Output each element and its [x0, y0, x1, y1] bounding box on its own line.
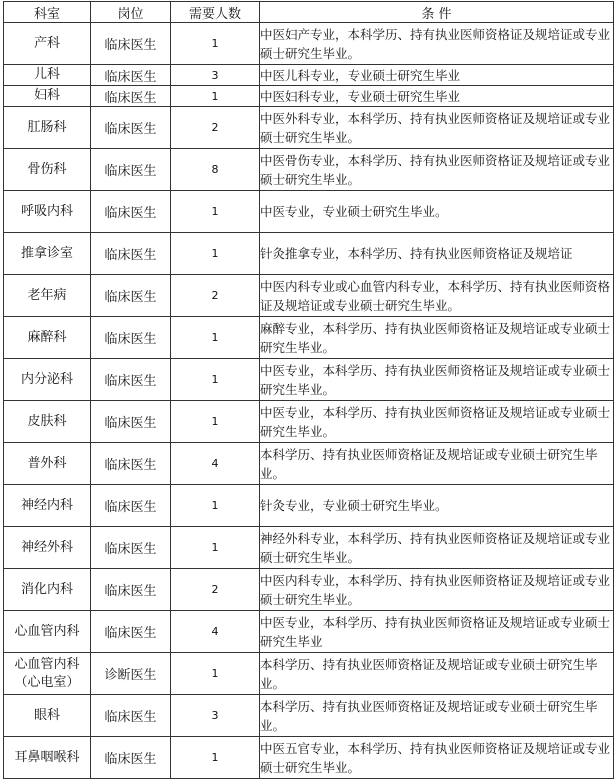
table-row — [4, 149, 614, 191]
header-position: 岗位 — [91, 2, 171, 23]
cell-condition: 中医专业，本科学历、持有执业医师资格证及规培证或专业硕士研究生毕业。 — [260, 359, 614, 401]
cell-condition: 神经外科专业，本科学历、持有执业医师资格证及规培证或专业硕士研究生毕业。 — [260, 527, 614, 569]
cell-condition: 中医儿科专业，专业硕士研究生毕业 — [260, 65, 614, 86]
header-department: 科室 — [4, 2, 91, 23]
cell-count: 1 — [171, 527, 260, 569]
cell-count: 8 — [171, 149, 260, 191]
recruitment-table — [3, 1, 614, 779]
table-row — [4, 737, 614, 779]
table-row — [4, 611, 614, 653]
cell-department: 麻醉科 — [4, 317, 91, 359]
cell-department: 推拿诊室 — [4, 233, 91, 275]
header-row — [4, 2, 614, 23]
cell-condition: 麻醉专业，本科学历、持有执业医师资格证及规培证或专业硕士研究生毕业。 — [260, 317, 614, 359]
cell-count: 4 — [171, 443, 260, 485]
cell-count: 4 — [171, 611, 260, 653]
table-row — [4, 527, 614, 569]
cell-position: 临床医生 — [91, 485, 171, 527]
cell-count: 1 — [171, 317, 260, 359]
cell-position: 临床医生 — [91, 401, 171, 443]
cell-position: 临床医生 — [91, 107, 171, 149]
cell-department: 消化内科 — [4, 569, 91, 611]
cell-position: 临床医生 — [91, 233, 171, 275]
header-count: 需要人数 — [171, 2, 260, 23]
cell-count: 2 — [171, 275, 260, 317]
cell-position: 临床医生 — [91, 443, 171, 485]
cell-department: 骨伤科 — [4, 149, 91, 191]
table-row — [4, 233, 614, 275]
table-row — [4, 653, 614, 695]
cell-department: 耳鼻咽喉科 — [4, 737, 91, 779]
cell-count: 1 — [171, 485, 260, 527]
cell-department: 呼吸内科 — [4, 191, 91, 233]
cell-department: 妇科 — [4, 86, 91, 107]
cell-position: 临床医生 — [91, 737, 171, 779]
cell-count: 3 — [171, 695, 260, 737]
cell-department: 产科 — [4, 23, 91, 65]
table-row — [4, 86, 614, 107]
cell-condition: 本科学历、持有执业医师资格证及规培证或专业硕士研究生毕业。 — [260, 653, 614, 695]
cell-position: 临床医生 — [91, 527, 171, 569]
cell-position: 临床医生 — [91, 569, 171, 611]
table-row — [4, 359, 614, 401]
cell-condition: 中医五官专业，本科学历、持有执业医师资格证及规培证或专业硕士研究生毕业。 — [260, 737, 614, 779]
table-row — [4, 191, 614, 233]
cell-position: 临床医生 — [91, 191, 171, 233]
cell-condition: 中医妇科专业，专业硕士研究生毕业 — [260, 86, 614, 107]
cell-condition: 针灸推拿专业，本科学历、持有执业医师资格证及规培证 — [260, 233, 614, 275]
cell-count: 2 — [171, 569, 260, 611]
cell-count: 1 — [171, 359, 260, 401]
cell-department: 内分泌科 — [4, 359, 91, 401]
cell-count: 1 — [171, 401, 260, 443]
table-row — [4, 569, 614, 611]
cell-condition: 中医骨伤专业，本科学历、持有执业医师资格证及规培证或专业硕士研究生毕业。 — [260, 149, 614, 191]
table-row — [4, 107, 614, 149]
cell-department: 神经内科 — [4, 485, 91, 527]
cell-condition: 中医内科专业或心血管内科专业，本科学历、持有执业医师资格证及规培证或专业硕士研究生毕业。 — [260, 275, 614, 317]
cell-count: 1 — [171, 653, 260, 695]
table-row — [4, 23, 614, 65]
table-row — [4, 275, 614, 317]
cell-condition: 中医内科专业，本科学历、持有执业医师资格证及规培证或专业硕士研究生毕业。 — [260, 569, 614, 611]
cell-position: 临床医生 — [91, 695, 171, 737]
table-row — [4, 65, 614, 86]
table-row — [4, 317, 614, 359]
cell-count: 1 — [171, 233, 260, 275]
cell-department: 老年病 — [4, 275, 91, 317]
table-row — [4, 443, 614, 485]
cell-department: 心血管内科（心电室） — [4, 653, 91, 695]
cell-condition: 中医外科专业，本科学历、持有执业医师资格证及规培证或专业硕士研究生毕业。 — [260, 107, 614, 149]
cell-department: 儿科 — [4, 65, 91, 86]
cell-condition: 中医妇产专业，本科学历、持有执业医师资格证及规培证或专业硕士研究生毕业。 — [260, 23, 614, 65]
cell-condition: 本科学历、持有执业医师资格证及规培证或专业硕士研究生毕业。 — [260, 695, 614, 737]
table-row — [4, 695, 614, 737]
cell-count: 1 — [171, 191, 260, 233]
cell-department: 眼科 — [4, 695, 91, 737]
cell-condition: 本科学历、持有执业医师资格证及规培证或专业硕士研究生毕业。 — [260, 443, 614, 485]
table-row — [4, 485, 614, 527]
table-row — [4, 401, 614, 443]
cell-count: 1 — [171, 86, 260, 107]
cell-count: 1 — [171, 23, 260, 65]
cell-position: 临床医生 — [91, 611, 171, 653]
cell-position: 临床医生 — [91, 275, 171, 317]
cell-count: 1 — [171, 737, 260, 779]
cell-position: 临床医生 — [91, 359, 171, 401]
cell-condition: 中医专业，专业硕士研究生毕业。 — [260, 191, 614, 233]
cell-condition: 针灸专业，专业硕士研究生毕业。 — [260, 485, 614, 527]
cell-position: 临床医生 — [91, 86, 171, 107]
cell-position: 诊断医生 — [91, 653, 171, 695]
cell-count: 3 — [171, 65, 260, 86]
cell-position: 临床医生 — [91, 149, 171, 191]
cell-department: 心血管内科 — [4, 611, 91, 653]
cell-position: 临床医生 — [91, 23, 171, 65]
cell-position: 临床医生 — [91, 317, 171, 359]
cell-count: 2 — [171, 107, 260, 149]
cell-condition: 中医专业，本科学历、持有执业医师资格证及规培证或专业硕士研究生毕业 — [260, 611, 614, 653]
cell-department: 肛肠科 — [4, 107, 91, 149]
cell-position: 临床医生 — [91, 65, 171, 86]
header-condition: 条 件 — [260, 2, 614, 23]
cell-department: 皮肤科 — [4, 401, 91, 443]
cell-department: 普外科 — [4, 443, 91, 485]
cell-condition: 中医专业，本科学历、持有执业医师资格证及规培证或专业硕士研究生毕业。 — [260, 401, 614, 443]
cell-department: 神经外科 — [4, 527, 91, 569]
